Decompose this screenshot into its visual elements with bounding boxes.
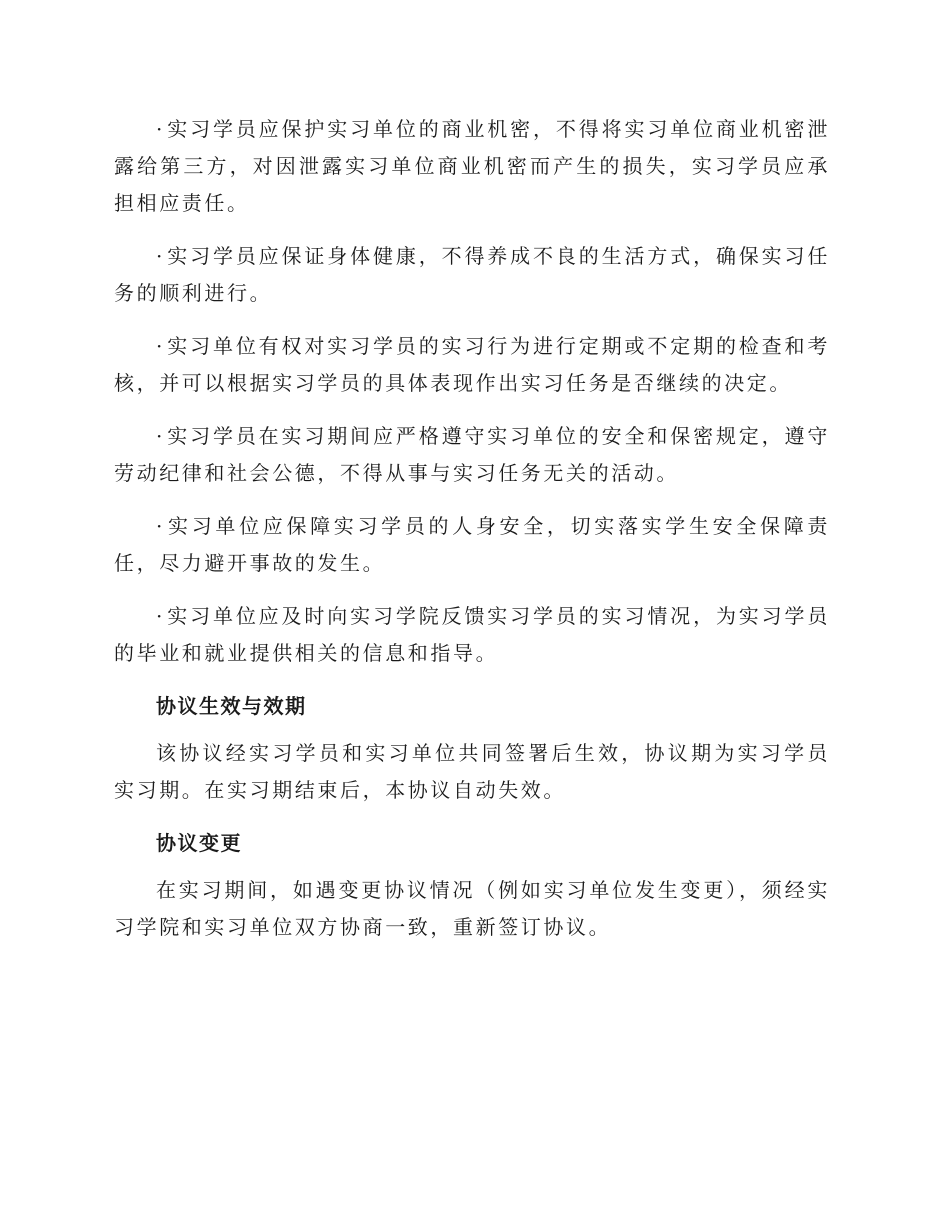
bullet-text: 实习单位有权对实习学员的实习行为进行定期或不定期的检查和考核，并可以根据实习学员的具体表现作出实习任务是否继续的决定。 bbox=[114, 334, 830, 395]
bullet-mark: · bbox=[156, 244, 165, 268]
section-body-effect: 该协议经实习学员和实习单位共同签署后生效，协议期为实习学员实习期。在实习期结束后，本协议自动失效。 bbox=[114, 741, 830, 802]
bullet-text: 实习单位应保障实习学员的人身安全，切实落实学生安全保障责任，尽力避开事故的发生。 bbox=[114, 514, 830, 575]
bullet-text: 实习学员在实习期间应严格遵守实习单位的安全和保密规定，遵守劳动纪律和社会公德，不得从事与实习任务无关的活动。 bbox=[114, 424, 830, 485]
bullet-paragraph-feedback bbox=[114, 598, 830, 672]
bullet-mark: · bbox=[156, 117, 165, 141]
bullet-paragraph-safety bbox=[114, 508, 830, 582]
bullet-paragraph-discipline bbox=[114, 418, 830, 492]
bullet-text: 实习学员应保证身体健康，不得养成不良的生活方式，确保实习任务的顺利进行。 bbox=[114, 244, 830, 305]
bullet-paragraph-confidentiality bbox=[114, 111, 830, 222]
bullet-text: 实习单位应及时向实习学院反馈实习学员的实习情况，为实习学员的毕业和就业提供相关的信息和指导。 bbox=[114, 604, 830, 665]
bullet-mark: · bbox=[156, 334, 165, 358]
bullet-mark: · bbox=[156, 514, 165, 538]
document-body bbox=[114, 111, 830, 962]
section-body-change: 在实习期间，如遇变更协议情况（例如实习单位发生变更），须经实习学院和实习单位双方协商一致，重新签订协议。 bbox=[114, 878, 830, 939]
bullet-paragraph-health bbox=[114, 238, 830, 312]
section-heading-effect: 协议生效与效期 bbox=[156, 694, 307, 718]
bullet-mark: · bbox=[156, 424, 165, 448]
bullet-paragraph-inspection bbox=[114, 328, 830, 402]
bullet-text: 实习学员应保护实习单位的商业机密，不得将实习单位商业机密泄露给第三方，对因泄露实习单位商业机密而产生的损失，实习学员应承担相应责任。 bbox=[114, 117, 830, 215]
bullet-mark: · bbox=[156, 604, 165, 628]
section-heading-change: 协议变更 bbox=[156, 831, 242, 855]
